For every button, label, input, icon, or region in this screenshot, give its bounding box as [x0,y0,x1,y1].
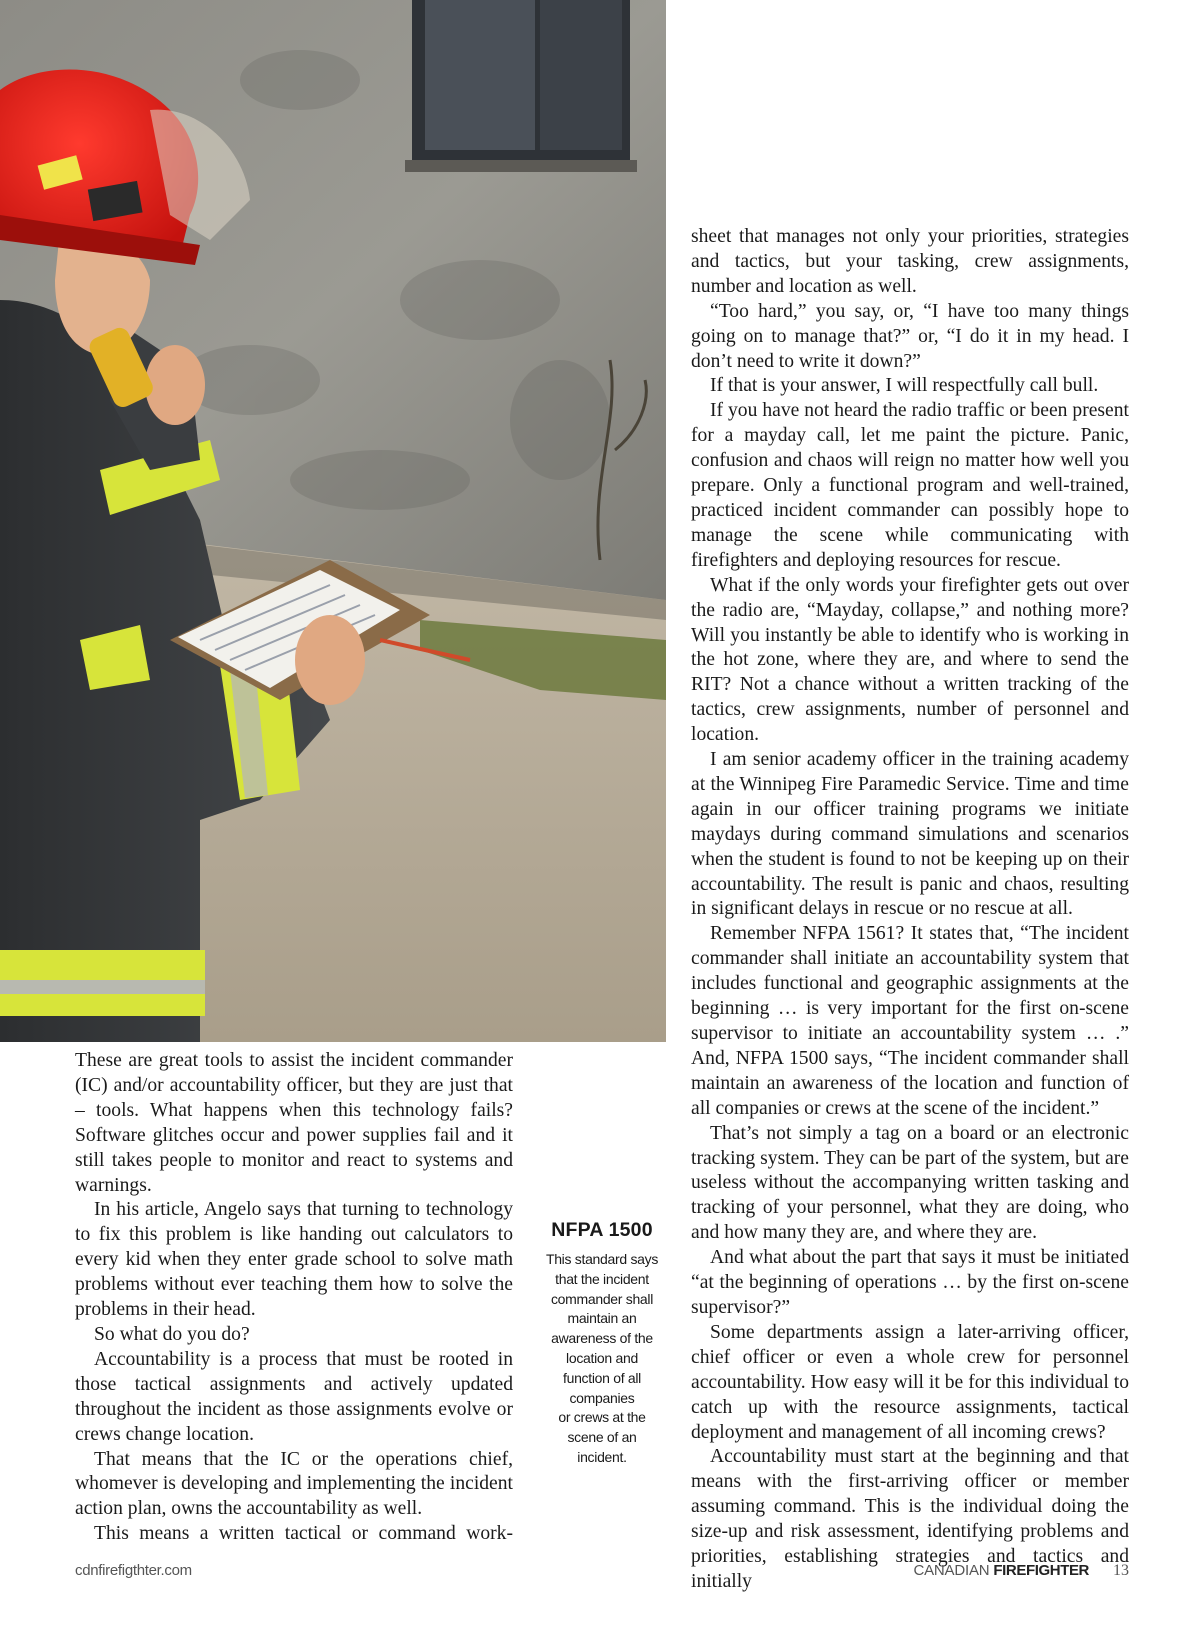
callout-line: function of all [563,1369,641,1386]
paragraph: If you have not heard the radio traffic or been present for a mayday call, let me paint the picture. Panic, confusion and chaos will reign no matter how well you prepare. Only a functional program and well-trained, practiced incident commander can possibly hope to manage the scene while communicating with firefighters and deploying resources for rescue. [691,400,1129,571]
paragraph: In his article, Angelo says that turning to technology to fix this problem is like handing out calculators to every kid when they enter grade school to solve math problems without ever teaching them how to solve the problems in their head. [75,1199,513,1321]
callout-line: or crews at the [558,1409,646,1426]
callout-line: awareness of the [551,1330,653,1347]
callout-line: scene of an [567,1429,637,1446]
callout-line: This standard says [545,1251,659,1267]
page-number: 13 [1113,1562,1129,1579]
callout-line: location and [566,1349,638,1366]
paragraph: I am senior academy officer in the training academy at the Winnipeg Fire Paramedic Service. Time and time again in our officer training programs we initiate maydays during command simulations and scenarios when the student is found to not be keeping up on their accountability. The result is panic and chaos, resulting in significant delays in rescue or no rescue at all. [691,749,1129,920]
paragraph: Accountability is a process that must be rooted in those tactical assignments and actively updated throughout the incident as those assignments evolve or crews change location. [75,1348,513,1445]
paragraph: Accountability must start at the beginning and that means with the first-arriving officer or member assuming command. This is the individual doing the size-up and risk assessment, identifying problems and priorities, establishing strategies and tactics and initially [691,1446,1129,1592]
callout-line: maintain an [567,1310,637,1327]
paragraph: sheet that manages not only your priorities, strategies and tactics, but your tasking, crew assignments, number and location as well. [691,226,1129,297]
paragraph: And what about the part that says it must be initiated “at the beginning of operations … by the first on-scene supervisor?” [691,1247,1129,1318]
paragraph: Remember NFPA 1561? It states that, “The incident commander shall initiate an accountability system that includes functional and geographic assignments at the beginning … is very important for the first on-scene supervisor to initiate an accountability system … .” And, NFPA 1500 says, “The incident commander shall maintain an awareness of the location and function of all companies or crews at the scene of the incident.” [691,923,1129,1119]
firefighter-photo [0,0,666,1042]
callout-line: incident. [577,1448,627,1465]
paragraph: So what do you do? [94,1323,250,1345]
brand-firefighter: FIREFIGHTER [993,1562,1089,1579]
paragraph: That’s not simply a tag on a board or an electronic tracking system. They can be part of the system, but are useless without the accompanying written tasking and tracking of your personnel, what they are doing, who and how many they are, and where they are. [691,1122,1129,1244]
paragraph: What if the only words your firefighter gets out over the radio are, “Mayday, collapse,” and nothing more? Will you instantly be able to identify who is working in the hot zone, where they are, and where to send the RIT? Not a chance without a written tracking of the tactics, crew assignments, number of personnel and location. [691,574,1129,746]
footer-masthead [913,1562,1129,1580]
callout-line: companies [569,1389,635,1406]
left-column [75,1049,513,1547]
paragraph: Some departments assign a later-arriving officer, chief officer or even a whole crew for personnel accountability. How easy will it be for this individual to catch up with the resource assignments, tactical deployment and management of all incoming crews? [691,1321,1129,1443]
paragraph: That means that the IC or the operations chief, whomever is developing and implementing the incident action plan, owns the accountability as well. [75,1448,513,1520]
paragraph: This means a written tactical or command work- [94,1523,513,1545]
callout-title: NFPA 1500 [551,1219,653,1241]
nfpa-1500-callout [536,1219,668,1468]
callout-line: commander shall [550,1290,654,1307]
brand-canadian: CANADIAN [913,1562,990,1579]
paragraph: These are great tools to assist the incident commander (IC) and/or accountability officer, but they are just that – tools. What happens when this technology fails? Software glitches occur and power supplies fail and it still takes people to monitor and react to systems and warnings. [75,1050,513,1196]
paragraph: “Too hard,” you say, or, “I have too many things going on to manage that?” or, “I do it in my head. I don’t need to write it down?” [691,300,1129,372]
right-column [691,225,1129,1595]
callout-text [536,1250,668,1468]
paragraph: If that is your answer, I will respectfully call bull. [710,375,1099,397]
callout-line: that the incident [555,1270,649,1287]
photo-illustration [0,0,666,1042]
footer-website: cdnfirefigthter.com [75,1562,192,1579]
